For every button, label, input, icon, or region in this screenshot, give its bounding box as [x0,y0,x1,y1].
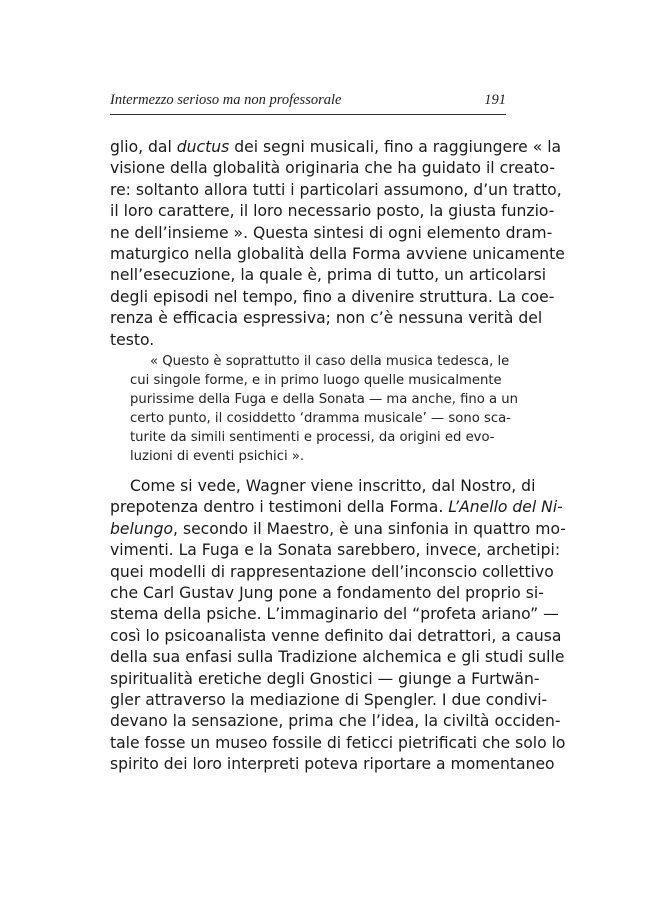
paragraph-line: della sua enfasi sulla Tradizione alchemica e gli studi sulle [110,648,565,667]
paragraph-line: vimenti. La Fuga e la Sonata sarebbero, invece, archetipi: [110,541,561,560]
paragraph-line: re: soltanto allora tutti i particolari assumono, d’un tratto, [110,180,562,199]
running-title: Intermezzo serioso ma non professorale [110,92,342,108]
quote-line: turite da simili sentimenti e processi, da origini ed evo- [130,430,495,446]
quote-line: certo punto, il cosiddetto ‘dramma musicale’ — sono sca- [130,411,511,427]
italic-title: belungo [110,519,174,538]
running-header [110,92,506,115]
italic-term: ductus [176,138,230,156]
italic-title: L’Anello del Ni- [448,498,563,517]
page-number: 191 [484,92,506,108]
paragraph-line: degli episodi nel tempo, fino a divenire struttura. La coe- [110,287,555,306]
paragraph-line: Come si vede, Wagner viene inscritto, dal Nostro, di [130,477,536,495]
quote-line: luzioni di eventi psichici ». [130,449,305,465]
paragraph-line: quei modelli di rappresentazione dell’inconscio collettivo [110,562,554,581]
block-quote [130,352,518,467]
quote-line: cui singole forme, e in primo luogo quelle musicalmente [130,373,502,389]
paragraph-line: testo. [110,330,155,349]
paragraph-1 [110,137,565,351]
paragraph-line: spiritualità eretiche degli Gnostici — giunge a Furtwän- [110,669,540,688]
paragraph-line: spirito dei loro interpreti poteva riportare a momentaneo [110,755,555,774]
paragraph-line: il loro carattere, il loro necessario posto, la giusta funzio- [110,202,555,221]
paragraph-line: nell’esecuzione, la quale è, prima di tutto, un articolarsi [110,266,547,285]
paragraph-line: prepotenza dentro i testimoni della Forma. L’Anello del Ni- [110,498,563,517]
paragraph-2 [110,476,566,776]
paragraph-line: devano la sensazione, prima che l’idea, la civiltà occiden- [110,712,561,731]
paragraph-line: stema della psiche. L’immaginario del “profeta ariano” — [110,605,559,624]
paragraph-line: maturgico nella globalità della Forma avviene unicamente [110,245,565,264]
quote-line: « Questo è soprattutto il caso della musica tedesca, le [150,354,510,369]
paragraph-line: tale fosse un museo fossile di feticci pietrificati che solo lo [110,733,566,752]
paragraph-line: renza è efficacia espressiva; non c’è nessuna verità del [110,309,543,328]
paragraph-line: che Carl Gustav Jung pone a fondamento del proprio si- [110,584,544,603]
quote-line: purissime della Fuga e della Sonata — ma anche, fino a un [130,392,518,408]
paragraph-line: gler attraverso la mediazione di Spengler. I due condivi- [110,691,548,710]
paragraph-line: belungo, secondo il Maestro, è una sinfonia in quattro mo- [110,519,566,538]
paragraph-line: così lo psicoanalista venne definito dai detrattori, a causa [110,626,562,645]
paragraph-line: visione della globalità originaria che ha guidato il creato- [110,159,555,178]
paragraph-line: glio, dal ductus dei segni musicali, fino a raggiungere « la [110,138,562,156]
paragraph-line: ne dell’insieme ». Questa sintesi di ogni elemento dram- [110,223,553,242]
